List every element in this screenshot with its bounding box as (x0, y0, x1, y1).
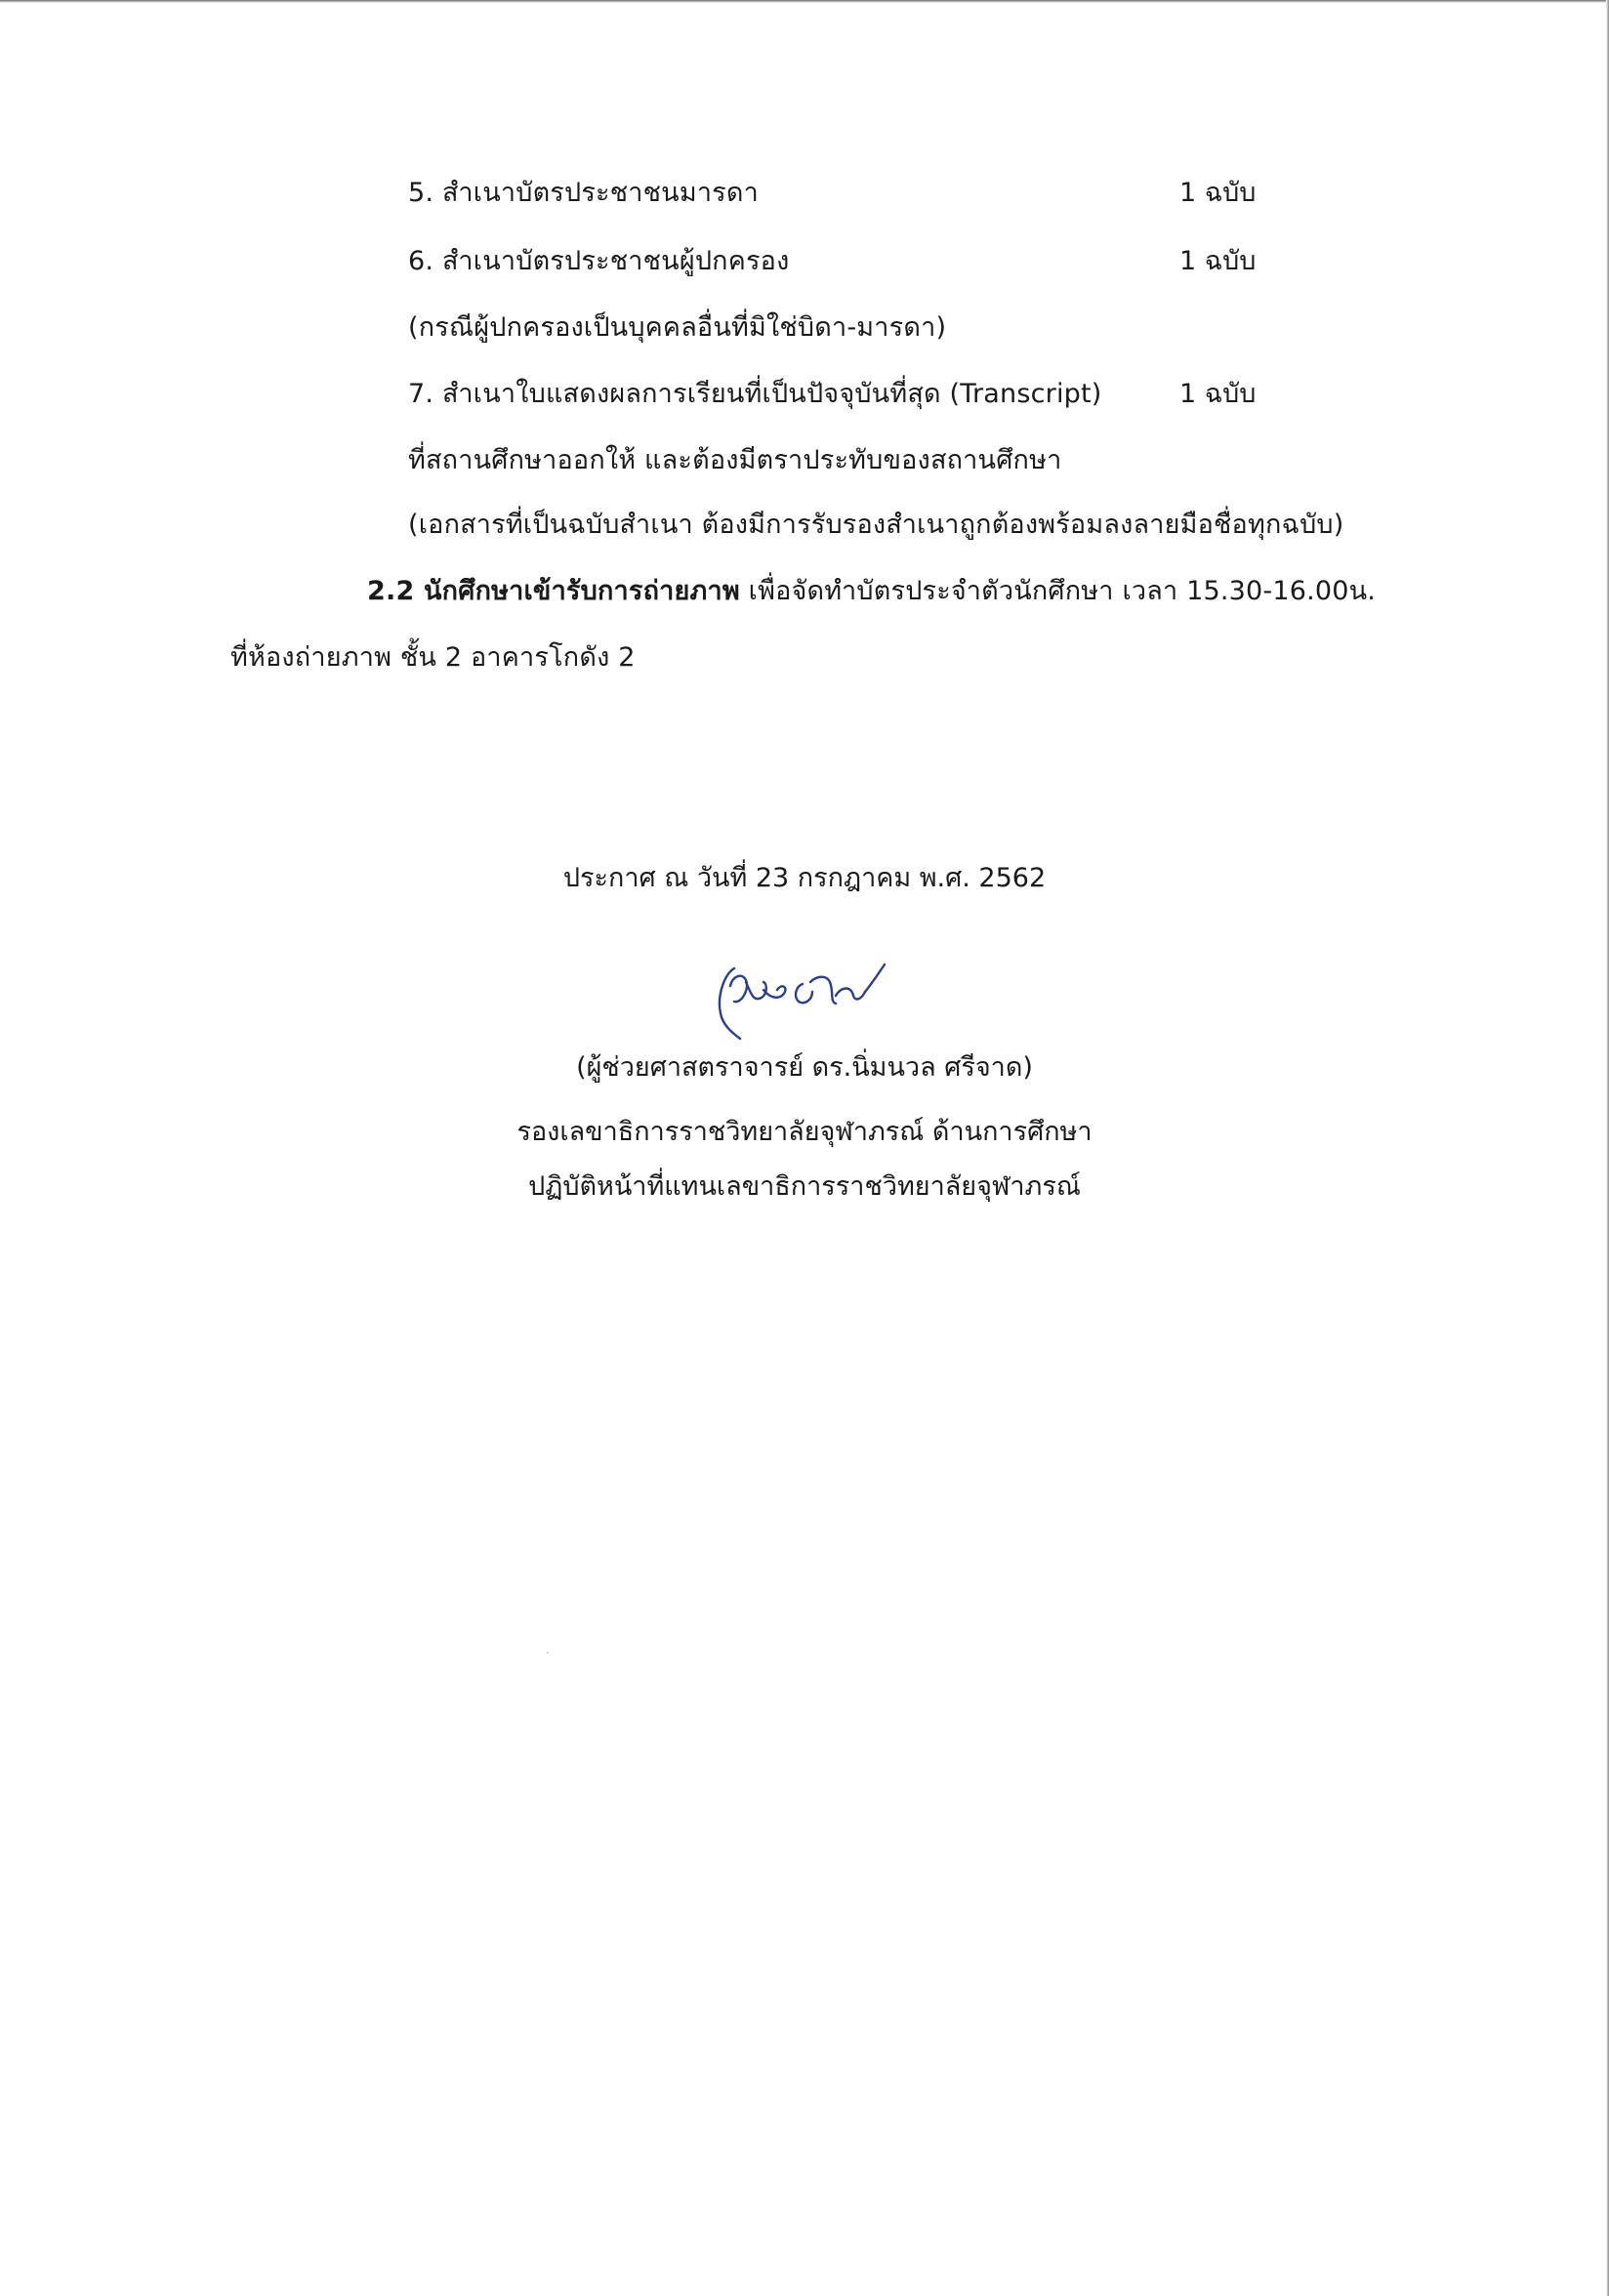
signatory-name: (ผู้ช่วยศาสตราจารย์ ดร.นิ่มนวล ศรีจาด) (576, 1052, 1033, 1083)
signatory-position-2: ปฏิบัติหน้าที่แทนเลขาธิการราชวิทยาลัยจุฬาภรณ์ (528, 1171, 1081, 1202)
requirement-item-6-qty: 1 ฉบับ (1179, 246, 1257, 276)
section-2-2 (367, 572, 1376, 611)
section-2-2-body: เพื่อจัดทำบัตรประจำตัวนักศึกษา เวลา 15.30-16.00น. (739, 576, 1377, 606)
section-2-2-continuation: ที่ห้องถ่ายภาพ ชั้น 2 อาคารโกดัง 2 (230, 642, 636, 673)
scan-edge-top (0, 0, 1609, 3)
scan-speck (547, 1652, 549, 1654)
requirement-note-certification: (เอกสารที่เป็นฉบับสำเนา ต้องมีการรับรองสำเนาถูกต้องพร้อมลงลายมือชื่อทุกฉบับ) (408, 510, 1344, 540)
requirement-item-5: 5. สำเนาบัตรประชาชนมารดา (408, 178, 759, 208)
requirement-item-7-qty: 1 ฉบับ (1179, 379, 1257, 409)
signatory-position-1: รองเลขาธิการราชวิทยาลัยจุฬาภรณ์ ด้านการศึกษา (516, 1117, 1093, 1147)
requirement-item-6-note: (กรณีผู้ปกครองเป็นบุคคลอื่นที่มิใช่บิดา-มารดา) (408, 312, 947, 343)
signature-image (707, 957, 902, 1045)
requirement-item-6: 6. สำเนาบัตรประชาชนผู้ปกครอง (408, 246, 790, 276)
requirement-item-5-qty: 1 ฉบับ (1179, 178, 1257, 208)
section-2-2-heading: 2.2 นักศึกษาเข้ารับการถ่ายภาพ (367, 576, 740, 606)
requirement-item-7: 7. สำเนาใบแสดงผลการเรียนที่เป็นปัจจุบันที่สุด (Transcript) (408, 379, 1102, 409)
announcement-date: ประกาศ ณ วันที่ 23 กรกฎาคม พ.ศ. 2562 (562, 863, 1047, 893)
requirement-item-7-detail: ที่สถานศึกษาออกให้ และต้องมีตราประทับของสถานศึกษา (408, 445, 1062, 475)
